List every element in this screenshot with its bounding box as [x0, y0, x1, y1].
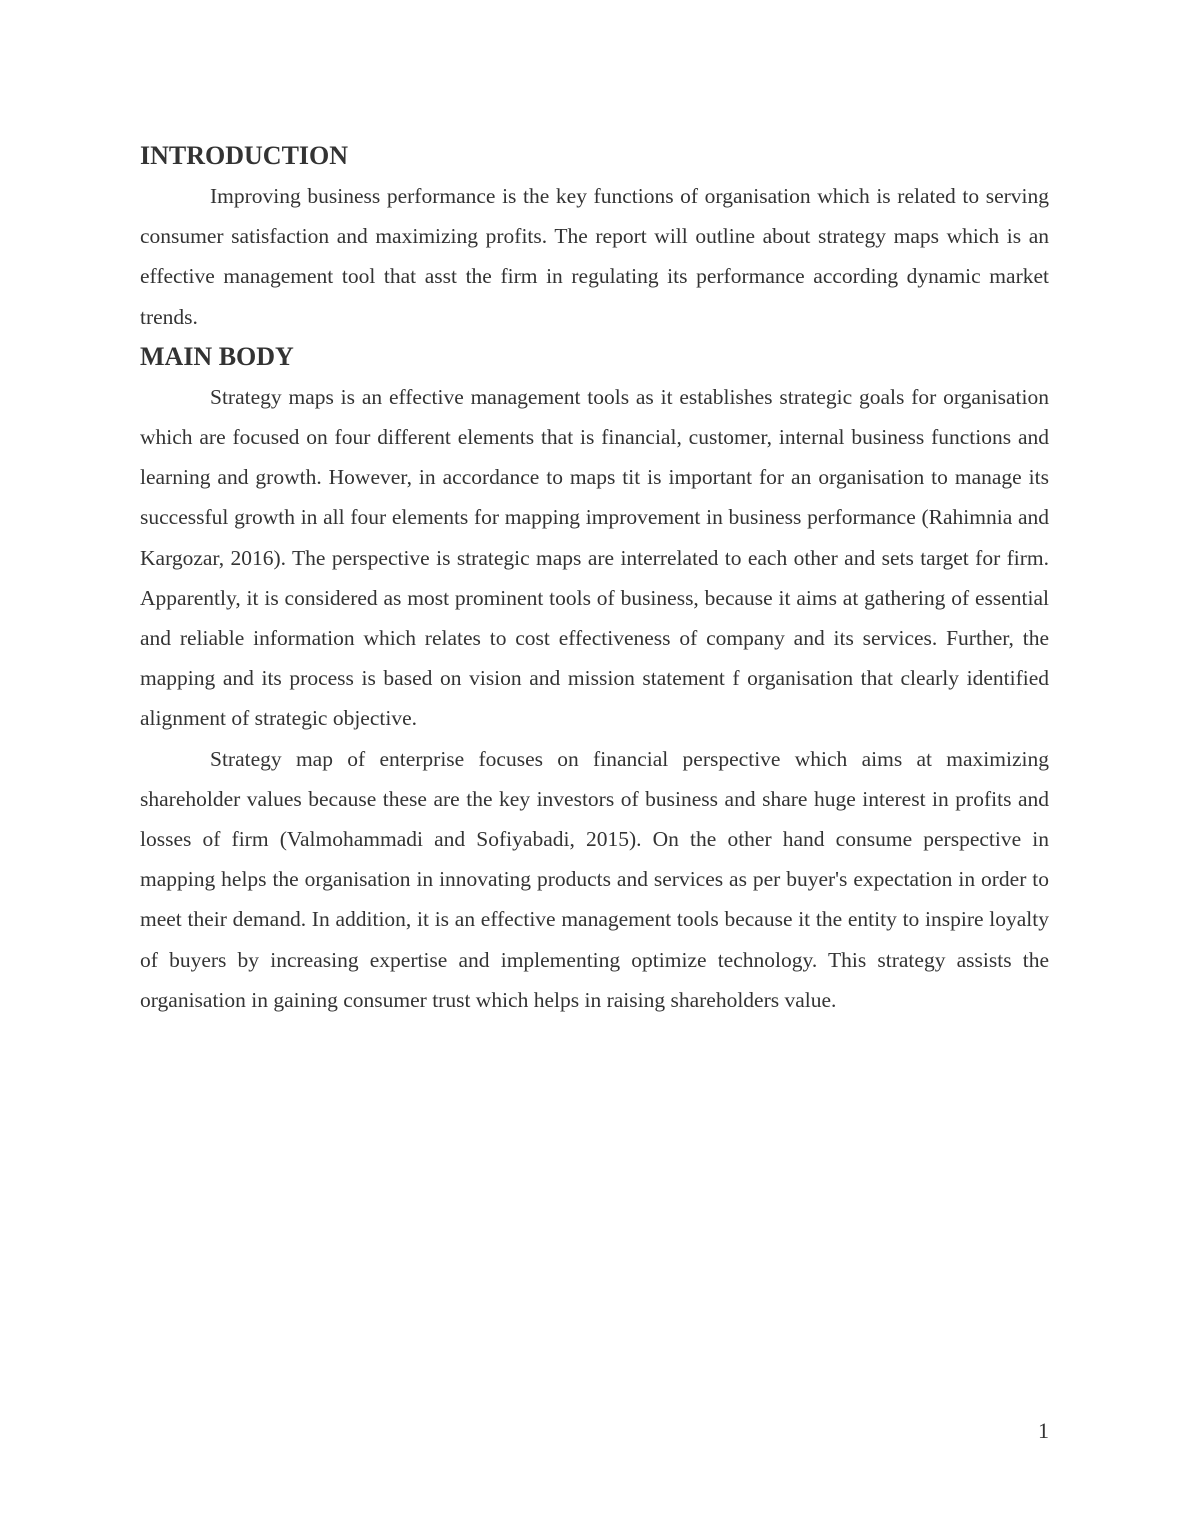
document-body: [140, 140, 1049, 1020]
main-body-paragraph-2: Strategy map of enterprise focuses on financial perspective which aims at maximizing shareholder values because these are the key investors of business and share huge interest in profits and losses of firm (Valmohammadi and Sofiyabadi, 2015). On the other hand consume perspective in mapping helps the organisation in innovating products and services as per buyer's expectation in order to meet their demand. In addition, it is an effective management tools because it the entity to inspire loyalty of buyers by increasing expertise and implementing optimize technology. This strategy assists the organisation in gaining consumer trust which helps in raising shareholders value.: [140, 746, 1049, 1012]
introduction-paragraph: Improving business performance is the key functions of organisation which is related to serving consumer satisfaction and maximizing profits. The report will outline about strategy maps which is an effective management tool that asst the firm in regulating its performance according dynamic market trends.: [140, 184, 1049, 329]
heading-main-body: MAIN BODY: [140, 341, 294, 371]
page-number: 1: [1038, 1418, 1049, 1443]
heading-introduction: INTRODUCTION: [140, 141, 349, 170]
main-body-paragraph-1: Strategy maps is an effective management tools as it establishes strategic goals for organisation which are focused on four different elements that is financial, customer, internal business functions and learning and growth. However, in accordance to maps tit is important for an organisation to manage its successful growth in all four elements for mapping improvement in business performance (Rahimnia and Kargozar, 2016). The perspective is strategic maps are interrelated to each other and sets target for firm. Apparently, it is considered as most prominent tools of business, because it aims at gathering of essential and reliable information which relates to cost effectiveness of company and its services. Further, the mapping and its process is based on vision and mission statement f organisation that clearly identified alignment of strategic objective.: [140, 384, 1049, 731]
